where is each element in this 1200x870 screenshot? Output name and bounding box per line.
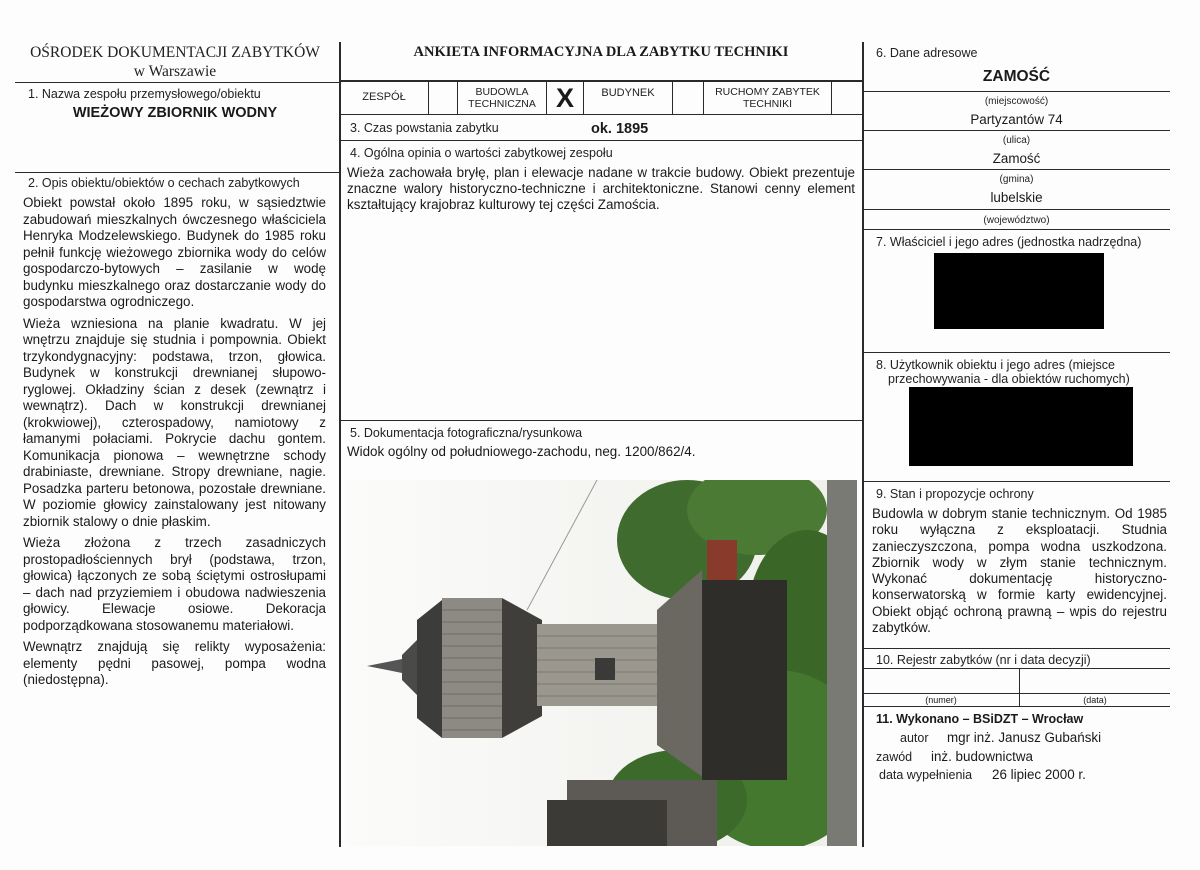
value-opinion: Wieża zachowała bryłę, plan i elewacje nadane w trakcie budowy. Obiekt prezentuje znaczne walory historyczno-techniczne i architektoniczne. Stanowi cenny element kształtujący krajobraz kulturowy tej części Zamościa. xyxy=(347,165,855,212)
type-sep-5 xyxy=(672,82,673,114)
section3-label: 3. Czas powstania zabytku xyxy=(350,121,499,135)
divider-city xyxy=(863,91,1170,92)
type-ruchomy xyxy=(704,86,831,110)
address-province-caption: (województwo) xyxy=(983,215,1050,226)
type-sep-1 xyxy=(428,82,429,114)
divider-section1-left xyxy=(15,172,340,173)
divider-section9 xyxy=(863,481,1170,482)
register-number-caption: (numer) xyxy=(925,695,957,705)
divider-street xyxy=(863,130,1170,131)
section4-label: 4. Ogólna opinia o wartości zabytkowej zespołu xyxy=(350,146,613,160)
divider-section7 xyxy=(863,229,1170,230)
divider-type-row xyxy=(340,114,862,115)
divider-section8 xyxy=(863,352,1170,353)
address-commune: Zamość xyxy=(992,151,1041,166)
owner-redaction xyxy=(934,253,1104,329)
divider-section3 xyxy=(340,140,862,141)
type-ruchomy-line2: TECHNIKI xyxy=(742,98,792,110)
form-title: ANKIETA INFORMACYJNA DLA ZABYTKU TECHNIKI xyxy=(413,44,789,60)
address-street: Partyzantów 74 xyxy=(970,112,1063,127)
section2-label: 2. Opis obiektu/obiektów o cechach zabytkowych xyxy=(28,176,300,190)
user-redaction xyxy=(909,387,1133,466)
address-province: lubelskie xyxy=(990,190,1043,205)
divider-register-bottom xyxy=(863,693,1170,694)
type-zespol: ZESPÓŁ xyxy=(362,91,406,103)
divider-province xyxy=(863,209,1170,210)
section8-label-line1: 8. Użytkownik obiektu i jego adres (miejsce xyxy=(876,358,1115,372)
author-label: autor xyxy=(900,731,929,745)
section11-label: 11. Wykonano – BSiDZT – Wrocław xyxy=(876,712,1084,726)
section8-label xyxy=(876,358,1130,386)
divider-header-left xyxy=(15,82,340,83)
institution-title xyxy=(15,44,335,81)
object-description xyxy=(23,195,326,694)
section6-label: 6. Dane adresowe xyxy=(876,46,978,60)
register-date-caption: (data) xyxy=(1083,695,1107,705)
address-city-caption: (miejscowość) xyxy=(984,96,1049,107)
type-selected-mark: X xyxy=(555,83,574,113)
photo-caption: Widok ogólny od południowego-zachodu, neg. 1200/862/4. xyxy=(347,444,696,459)
tower-photo xyxy=(347,480,857,846)
type-ruchomy-line1: RUCHOMY ZABYTEK xyxy=(715,86,820,98)
divider-left-column xyxy=(339,42,341,847)
divider-register-top xyxy=(863,668,1170,669)
author-value: mgr inż. Janusz Gubański xyxy=(947,730,1102,745)
description-paragraph: Wieża wzniesiona na planie kwadratu. W jej wnętrzu znajduje się studnia i pompownia. Obiekt trzykondygnacyjny: podstawa, trzon, głowica. Budynek w konstrukcji drewnianej słupowo-ryglowej. Okładziny ścian z desek (zewnątrz i wewnątrz). Dach w konstrukcji drewnianej (krokwiowej), czterospadowy, namiotowy z łamanymi połaciami. Pokrycie dachu gontem. Komunikacja pionowa – wewnętrzne schody drabiniaste, drewniane. Stropy drewniane, nagie. Posadzka parteru betonowa, pozostałe drewniane. W poziomie głowicy zainstalowany jest nitowany zbiornik stalowy o dnie płaskim. xyxy=(23,315,326,529)
creation-date: ok. 1895 xyxy=(591,121,649,137)
address-commune-caption: (gmina) xyxy=(999,174,1034,185)
type-budowla-line2: TECHNICZNA xyxy=(468,98,536,110)
fill-date-label: data wypełnienia xyxy=(879,768,973,782)
description-paragraph: Obiekt powstał około 1895 roku, w sąsiedztwie zabudowań mieszkalnych ówczesnego właściciela Henryka Modzelewskiego. Budynek do 1985 roku pełnił funkcję wieżowego zbiornika wody do celów gospodarczo-bytowych – zasilanie w wodę budynku mieszkalnego oraz dostarczanie wody do gospodarstwa ogrodniczego. xyxy=(23,195,326,309)
profession-label: zawód xyxy=(876,750,913,764)
section5-label: 5. Dokumentacja fotograficzna/rysunkowa xyxy=(350,426,583,440)
divider-section11 xyxy=(863,706,1170,707)
type-budynek: BUDYNEK xyxy=(601,87,655,99)
divider-commune xyxy=(863,169,1170,170)
section10-label: 10. Rejestr zabytków (nr i data decyzji) xyxy=(876,653,1091,667)
type-sep-7 xyxy=(831,82,832,114)
type-budowla-line1: BUDOWLA xyxy=(475,86,529,98)
section8-label-line2: przechowywania - dla obiektów ruchomych) xyxy=(888,372,1130,386)
description-paragraph: Wieża złożona z trzech zasadniczych prostopadłościennych brył (podstawa, trzon, głowica) łączonych ze sobą ściętymi ostrosłupami – dach nad przyziemiem i obudowa nadwieszenia głowicy. Elewacje osiowe. Dekoracja podporządkowana stosowanemu materiałowi. xyxy=(23,535,326,633)
type-budowla xyxy=(458,86,546,110)
protection-text: Budowla w dobrym stanie technicznym. Od 1985 roku wyłączna z eksploatacji. Studnia zanieczyszczona, pompa wodna uszkodzona. Zbiornik wody w złym stanie technicznym. Wykonać dokumentację historyczno-konserwatorską w formie karty ewidencyjnej. Obiekt objąć ochroną prawną – wpis do rejestru zabytków. xyxy=(872,506,1167,636)
description-paragraph: Wewnątrz znajdują się relikty wyposażenia: elementy pędni pasowej, pompa wodna (niedostępna). xyxy=(23,639,326,687)
section7-label: 7. Właściciel i jego adres (jednostka nadrzędna) xyxy=(876,235,1142,249)
profession-value: inż. budownictwa xyxy=(931,749,1033,764)
divider-header-center xyxy=(340,80,862,82)
institution-title-line1: OŚRODEK DOKUMENTACJI ZABYTKÓW xyxy=(30,44,320,61)
section1-label: 1. Nazwa zespołu przemysłowego/obiektu xyxy=(28,87,261,101)
address-street-caption: (ulica) xyxy=(1002,135,1031,146)
institution-title-line2: w Warszawie xyxy=(133,63,217,80)
divider-section10 xyxy=(863,648,1170,649)
address-city: ZAMOŚĆ xyxy=(982,68,1051,85)
section9-label: 9. Stan i propozycje ochrony xyxy=(876,487,1034,501)
fill-date-value: 26 lipiec 2000 r. xyxy=(992,767,1086,782)
object-name: WIEŻOWY ZBIORNIK WODNY xyxy=(72,105,278,121)
tower-photo-illustration xyxy=(347,480,857,846)
divider-section4 xyxy=(340,420,862,421)
